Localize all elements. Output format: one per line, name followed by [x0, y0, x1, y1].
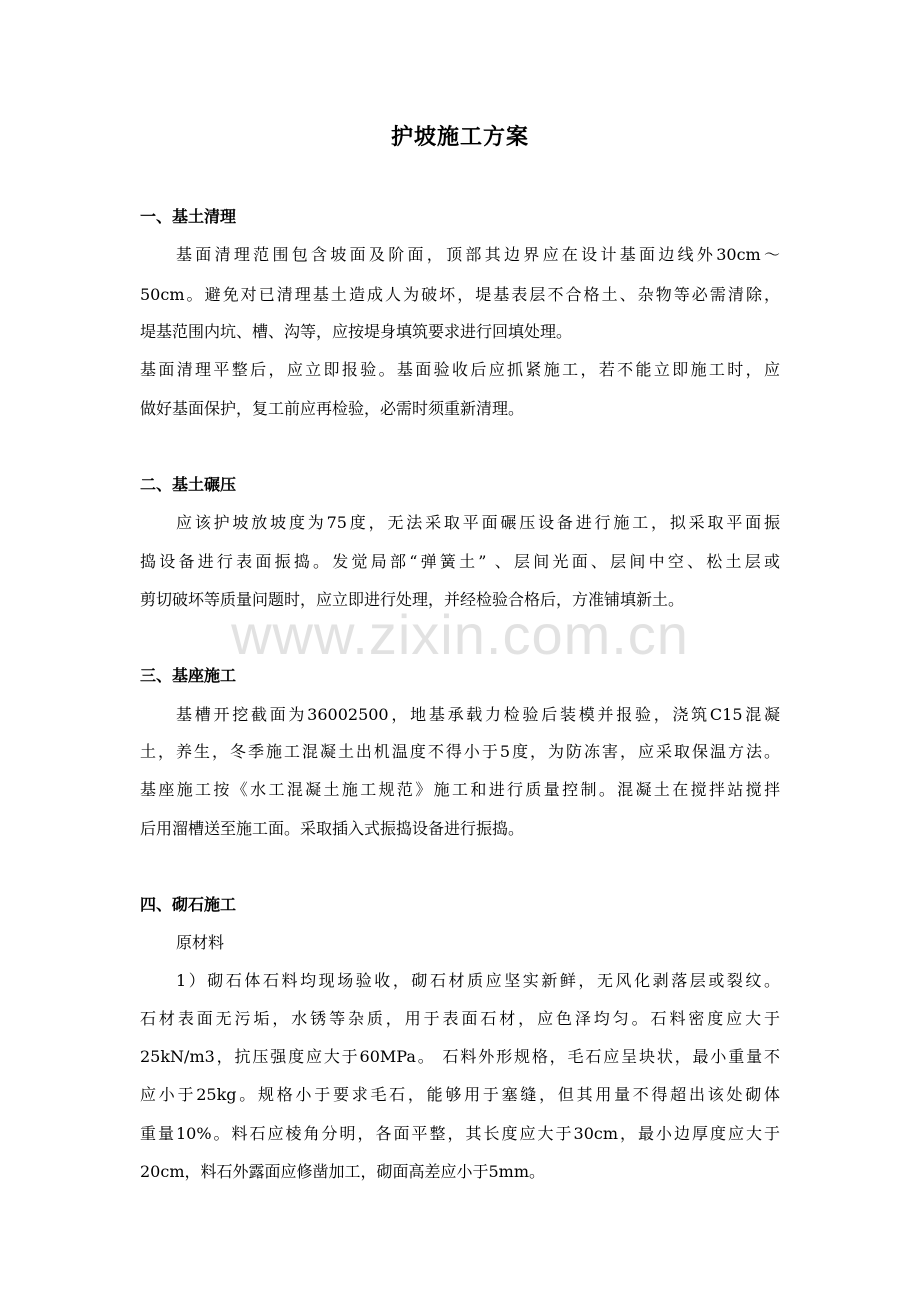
paragraph-line: 20cm，料石外露面应修凿加工，砌面高差应小于5mm。 — [140, 1162, 546, 1181]
paragraph-line: 重量10%。料石应棱角分明，各面平整，其长度应大于30cm，最小边厚度应大于 — [140, 1124, 780, 1143]
paragraph-line: 捣设备进行表面振捣。发觉局部“弹簧土” 、层间光面、层间中空、松土层或 — [140, 552, 780, 571]
paragraph-line: 基座施工按《水工混凝土施工规范》施工和进行质量控制。混凝土在搅拌站搅拌 — [140, 780, 780, 799]
watermark-text: www.zixin.com.cn — [231, 603, 689, 666]
section-heading-1: 一、基土清理 — [140, 207, 237, 226]
paragraph-line: 50cm。避免对已清理基土造成人为破坏，堤基表层不合格土、杂物等必需清除， — [140, 285, 780, 304]
section-heading-3: 三、基座施工 — [140, 666, 237, 685]
paragraph-line: 剪切破坏等质量问题时，应立即进行处理，并经检验合格后，方准铺填新土。 — [140, 590, 685, 609]
paragraph-line: 基面清理范围包含坡面及阶面，顶部其边界应在设计基面边线外30cm～ — [176, 245, 780, 264]
paragraph-line: 基槽开挖截面为36002500，地基承载力检验后装模并报验，浇筑C15混凝 — [176, 705, 780, 724]
paragraph-line: 堤基范围内坑、槽、沟等，应按堤身填筑要求进行回填处理。 — [140, 322, 573, 341]
paragraph-line: 后用溜槽送至施工面。采取插入式振捣设备进行振捣。 — [140, 819, 525, 838]
section-heading-2: 二、基土碾压 — [140, 475, 237, 494]
paragraph-line: 应该护坡放坡度为75度，无法采取平面碾压设备进行施工，拟采取平面振 — [176, 513, 780, 532]
paragraph-line: 1）砌石体石料均现场验收，砌石材质应坚实新鲜，无风化剥落层或裂纹。 — [176, 971, 780, 990]
paragraph-line: 25kN/m3，抗压强度应大于60MPa。 石料外形规格，毛石应呈块状，最小重量不 — [140, 1047, 780, 1066]
document-title: 护坡施工方案 — [390, 124, 529, 150]
paragraph-line: 基面清理平整后，应立即报验。基面验收后应抓紧施工，若不能立即施工时，应 — [140, 360, 780, 379]
paragraph-line: 做好基面保护，复工前应再检验，必需时须重新清理。 — [140, 399, 525, 418]
paragraph-line: 石材表面无污垢，水锈等杂质，用于表面石材，应色泽均匀。石料密度应大于 — [140, 1009, 780, 1028]
paragraph-line: 应小于25kg。规格小于要求毛石，能够用于塞缝，但其用量不得超出该处砌体 — [140, 1085, 780, 1104]
section-heading-4: 四、砌石施工 — [140, 895, 237, 914]
paragraph-line: 土，养生，冬季施工混凝土出机温度不得小于5度，为防冻害，应采取保温方法。 — [140, 742, 780, 761]
paragraph-line: 原材料 — [176, 933, 225, 952]
